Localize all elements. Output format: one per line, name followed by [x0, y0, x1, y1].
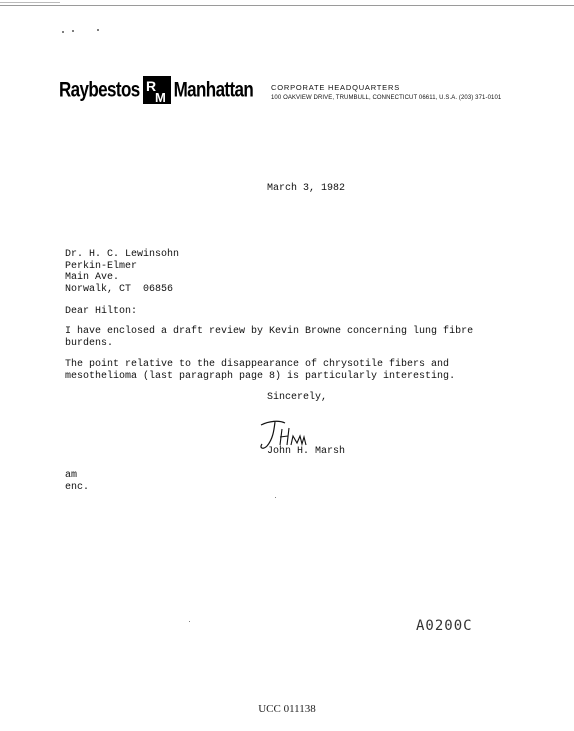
paragraph-line: I have enclosed a draft review by Kevin Browne concerning lung fibre: [65, 326, 474, 337]
logo-mark-m: M: [154, 90, 166, 105]
scan-speck: [72, 30, 74, 32]
closing: Sincerely,: [267, 392, 328, 403]
document-stamp: A0200C: [416, 618, 473, 634]
footer-document-id: UCC 011138: [258, 703, 316, 715]
scan-speck: [62, 31, 64, 33]
paragraph-1: [65, 326, 473, 349]
letter-date: March 3, 1982: [267, 183, 346, 194]
scan-speck: [97, 29, 99, 31]
paragraph-line: burdens.: [65, 337, 114, 349]
typist-line: am: [65, 470, 78, 481]
headquarters-block: [271, 83, 501, 103]
recipient-address: [65, 249, 179, 295]
typist-initials-enclosure: [65, 470, 89, 493]
recipient-line: Perkin-Elmer: [65, 260, 138, 272]
signer-name: John H. Marsh: [267, 446, 346, 457]
hq-address: 100 OAKVIEW DRIVE, TRUMBULL, CONNECTICUT 06611, U.S.A. (203) 371-0101: [271, 95, 502, 101]
paragraph-line: mesothelioma (last paragraph page 8) is particularly interesting.: [65, 370, 456, 382]
company-logo: [59, 74, 253, 106]
scan-edge-line-short: [0, 2, 60, 3]
rm-logo-icon: [142, 75, 172, 105]
recipient-line: Dr. H. C. Lewinsohn: [65, 249, 180, 260]
typist-line: enc.: [65, 481, 90, 493]
logo-text-left: Raybestos: [59, 77, 140, 102]
paragraph-2: [65, 359, 455, 382]
paragraph-line: The point relative to the disappearance of chrysotile fibers and: [65, 359, 450, 370]
scan-edge-line: [0, 5, 574, 6]
logo-mark-r: R: [145, 78, 156, 94]
recipient-line: Main Ave.: [65, 272, 120, 283]
scan-speck: [189, 621, 190, 622]
scan-speck: [275, 497, 276, 498]
salutation: Dear Hilton:: [65, 306, 138, 317]
logo-text-right: Manhattan: [173, 77, 254, 102]
recipient-line: Norwalk, CT 06856: [65, 283, 174, 295]
hq-title: CORPORATE HEADQUARTERS: [271, 83, 401, 92]
